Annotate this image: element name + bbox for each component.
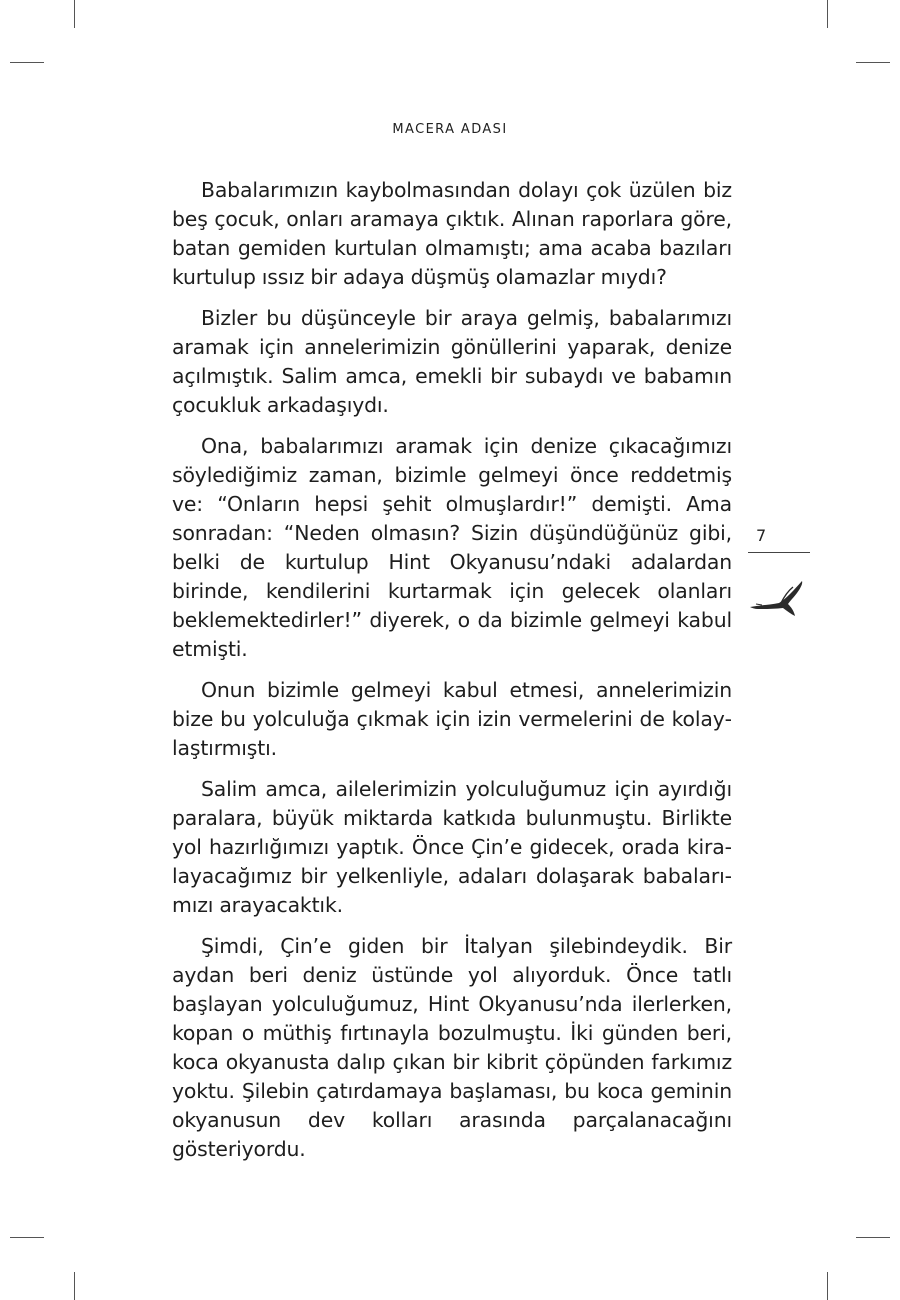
paragraph: Şimdi, Çin’e giden bir İtalyan şilebindeydik. Bir aydan beri deniz üstünde yol alıyorduk. Önce tatlı başlayan yolculuğumuz, Hint Okyanusu’nda ilerlerken, kopan o müthiş fırtınayla bozulmuştu. İki günden beri, koca okyanusta dalıp çıkan bir kibrit çöpünden farkımız yoktu. Şilebin çatırdamaya başlaması, bu koca geminin okyanusun dev kolları arasında parçalanacağını gösteriyordu. <box>172 934 732 1161</box>
flying-bird-icon <box>748 578 808 620</box>
paragraph: Babalarımızın kaybolmasından dolayı çok üzülen biz beş çocuk, onları aramaya çıktık. Alınan raporlara göre, batan gemiden kurtulan olmamıştı; ama acaba bazıları kurtulup ıssız bir adaya düşmüş olamazlar mıydı? <box>172 178 732 289</box>
crop-mark-right-top <box>856 62 890 63</box>
crop-mark-bottom-left <box>74 1272 75 1300</box>
crop-mark-top-right <box>827 0 828 28</box>
crop-mark-left-bottom <box>10 1237 44 1238</box>
paragraph: Ona, babalarımızı aramak için denize çıkacağımızı söylediğimiz zaman, bizimle gelmeyi önce reddetmiş ve: “Onların hepsi şehit olmuşlardır!” demişti. Ama sonradan: “Neden olmasın? Sizin düşündüğünüz gibi, belki de kurtulup Hint Okyanusu’ndaki adalardan birinde, kendilerini kurtarmak için gelecek olanları beklemektedirler!” diyerek, o da bizimle gelmeyi kabul etmişti. <box>172 434 732 661</box>
running-title: MACERA ADASI <box>392 122 508 137</box>
body-text <box>172 176 732 1176</box>
paragraph: Onun bizimle gelmeyi kabul etmesi, annelerimizin bize bu yolculuğa çıkmak için izin vermelerini de kolaylaştırmıştı. <box>172 678 732 760</box>
crop-mark-top-left <box>74 0 75 28</box>
paragraph: Salim amca, ailelerimizin yolculuğumuz için ayırdığı paralara, büyük miktarda katkıda bulunmuştu. Birlikte yol hazırlığımızı yaptık. Önce Çin’e gidecek, orada kiralayacağımız bir yelkenliyle, adaları dolaşarak babalarımızı arayacaktık. <box>172 777 732 917</box>
page-number: 7 <box>756 526 767 545</box>
paragraph: Bizler bu düşünceyle bir araya gelmiş, babalarımızı aramak için annelerimizin gönüllerini yaparak, denize açılmıştık. Salim amca, emekli bir subaydı ve babamın çocukluk arkadaşıydı. <box>172 306 732 417</box>
crop-mark-left-top <box>10 62 44 63</box>
crop-mark-bottom-right <box>827 1272 828 1300</box>
page-number-rule <box>748 552 810 553</box>
crop-mark-right-bottom <box>856 1237 890 1238</box>
